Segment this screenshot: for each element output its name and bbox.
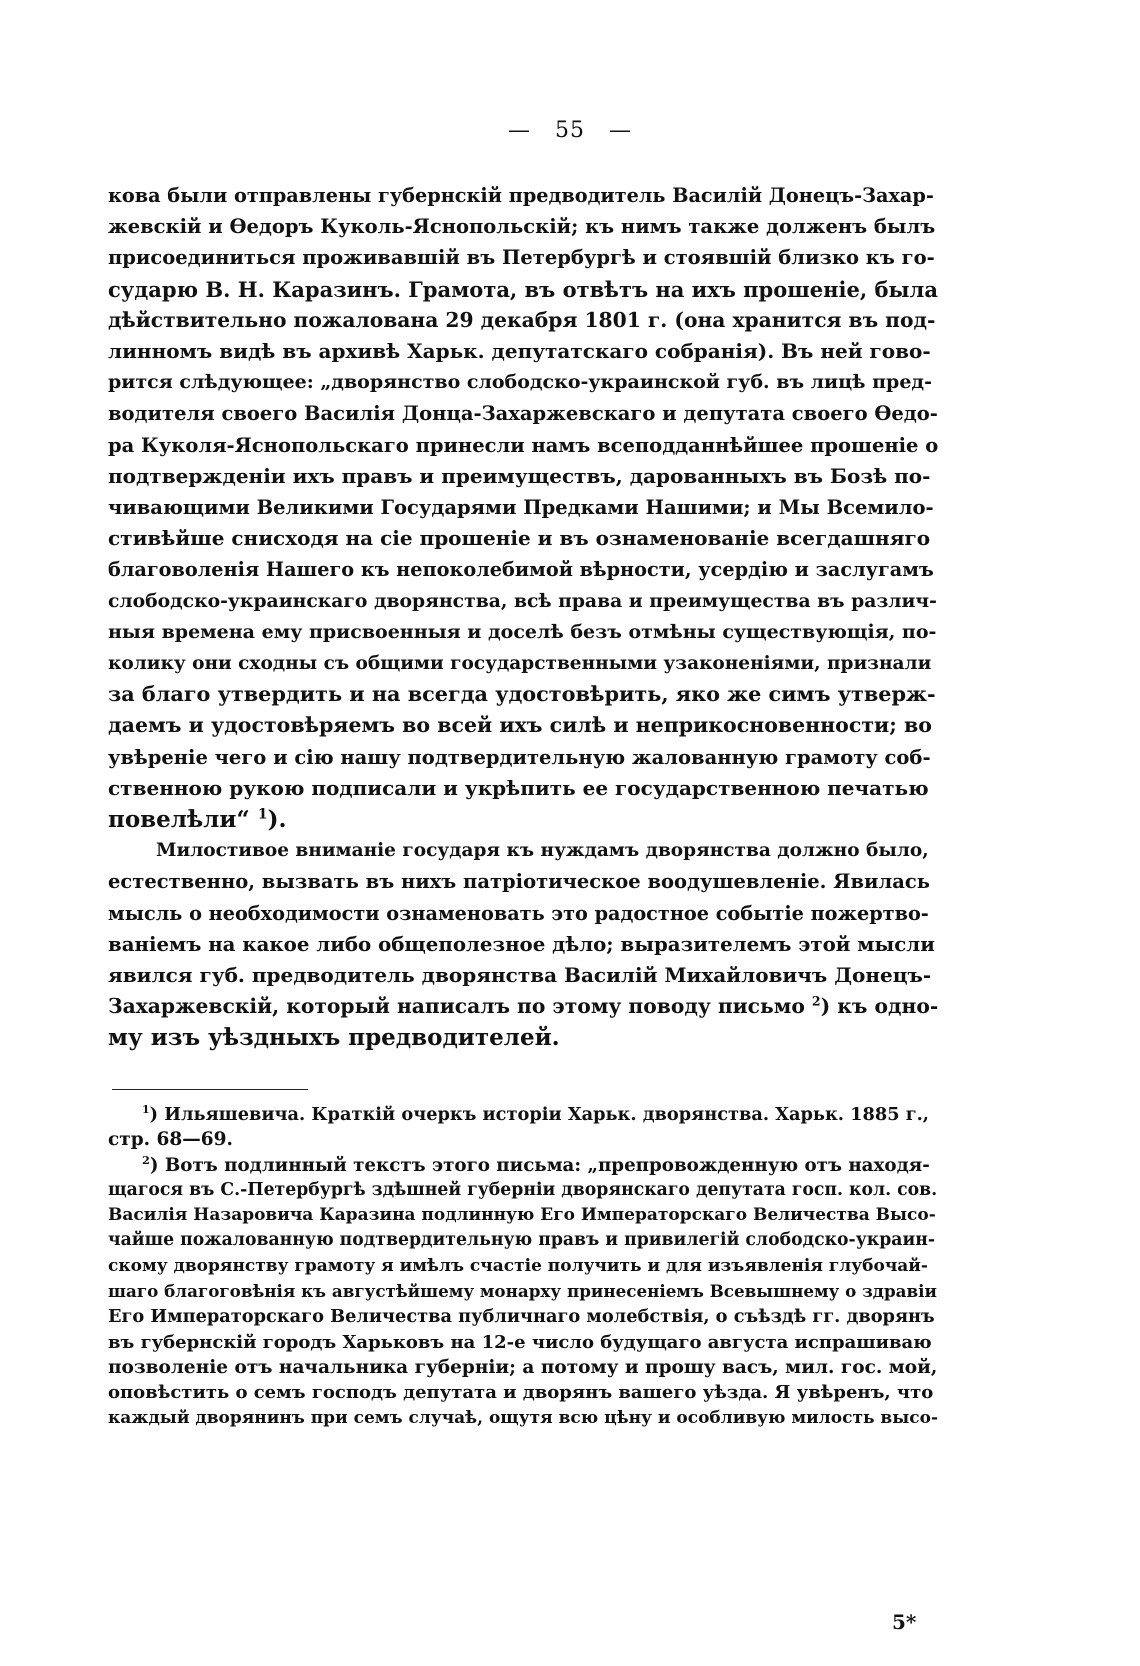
- text-line: подтвержденіи ихъ правъ и преимуществъ, дарованныхъ въ Бозѣ по-: [108, 463, 931, 488]
- text-segment: повелѣли“: [108, 806, 250, 834]
- paragraph-2: [108, 835, 938, 1053]
- text-line: чивающими Великими Государями Предками Нашими; и Мы Всемило-: [108, 496, 934, 520]
- text-segment: Захаржевскій, который написалъ по этому поводу письмо: [108, 994, 805, 1019]
- text-line: мысль о необходимости ознаменовать это радостное событіе пожертво-: [108, 901, 929, 925]
- text-line: явился губ. предводитель дворянства Василій Михайловичъ Донецъ-: [108, 963, 932, 988]
- footnote-line: скому дворянству грамоту я имѣлъ счастіе получить и для изъявленія глубочай-: [108, 1255, 928, 1276]
- footnote-mark: 2: [142, 1152, 150, 1167]
- footnote-line: чайше пожалованную подтвердительную правъ и привилегій слободско-украин-: [108, 1230, 936, 1251]
- text-line: сударю В. Н. Каразинъ. Грамота, въ отвѣтъ на ихъ прошеніе, была: [108, 276, 938, 302]
- footnote-line: Его Императорскаго Величества публичнаго молебствія, о съѣздѣ гг. дворянъ: [108, 1306, 935, 1328]
- footnote-line: стр. 68—69.: [108, 1129, 233, 1151]
- footnote-ref-1: 1: [257, 806, 268, 823]
- footnote-ref-2: 2: [811, 993, 821, 1009]
- footnote-line: каждый дворянинъ при семъ случаѣ, ощутя всю цѣну и особливую милость высо-: [108, 1407, 939, 1428]
- footnote-line: позволеніе отъ начальника губерніи; а потому и прошу васъ, мил. гос. мой,: [108, 1356, 938, 1378]
- text-line: даемъ и удостовѣряемъ во всей ихъ силѣ и неприкосновенности; во: [108, 713, 932, 738]
- footnote-1: [108, 1102, 938, 1153]
- text-line: ваніемъ на какое либо общеполезное дѣло; выразителемъ этой мысли: [108, 931, 935, 956]
- footnote-line: щагося въ С.-Петербургѣ здѣшней губерніи дворянскаго депутата госп. кол. сов.: [108, 1179, 938, 1200]
- text-line-with-ref: [108, 991, 938, 1022]
- text-line: колику они сходны съ общими государственными узаконеніями, признали: [108, 653, 932, 675]
- text-line: линномъ видѣ въ архивѣ Харьк. депутатскаго собранія). Въ ней гово-: [108, 339, 931, 364]
- text-line: му изъ уѣздныхъ предводителей.: [108, 1024, 560, 1052]
- footnote-line: оповѣстить о семъ господъ депутата и дворянъ вашего уѣзда. Я увѣренъ, что: [108, 1382, 934, 1404]
- footnote-line: [108, 1153, 938, 1178]
- text-line: рится слѣдующее: „дворянство слободско-украинской губ. въ лицѣ пред-: [108, 371, 932, 394]
- text-segment: ) къ одно-: [820, 994, 939, 1019]
- text-line: жевскій и Ѳедоръ Куколь-Яснопольскій; къ нимъ также долженъ былъ: [108, 215, 936, 239]
- footnote-line: [108, 1102, 938, 1127]
- page-number: — 55 —: [508, 118, 632, 143]
- text-line: ственною рукою подписали и укрѣпить ее государственною печатью: [108, 775, 929, 800]
- text-line: присоединиться проживавшій въ Петербургѣ и стоявшій близко къ го-: [108, 246, 935, 270]
- text-line: увѣреніе чего и сію нашу подтвердительную жалованную грамоту соб-: [108, 745, 931, 769]
- text-line: за благо утвердить и на всегда удостовѣрить, яко же симъ утверж-: [108, 682, 936, 707]
- text-line: ра Куколя-Яснопольскаго принесли намъ всеподданнѣйшее прошеніе о: [108, 433, 939, 457]
- text-line: ныя времена ему присвоенныя и доселѣ безъ отмѣны существующія, по-: [108, 620, 937, 643]
- text-segment: ).: [267, 806, 287, 834]
- footnote-2: [108, 1153, 938, 1431]
- text-line-end: [108, 804, 938, 835]
- text-line: водителя своего Василія Донца-Захаржевскаго и депутата своего Ѳедо-: [108, 402, 938, 426]
- footnote-line: въ губернскій городъ Харьковъ на 12-е число будущаго августа испрашиваю: [108, 1331, 932, 1353]
- text-line: дѣйствительно пожалована 29 декабря 1801 г. (она хранится въ под-: [108, 307, 936, 332]
- text-segment: ) Вотъ подлинный текстъ этого письма: „препровожденную отъ находя-: [149, 1154, 930, 1176]
- text-line: стивѣйше снисходя на сіе прошеніе и въ ознаменованіе всегдашняго: [108, 526, 931, 551]
- text-line: кова были отправлены губернскій предводитель Василій Донецъ-Захар-: [108, 184, 934, 207]
- footnotes: [108, 1102, 938, 1431]
- footnote-line: шаго благоговѣнія къ августѣйшему монарху принесеніемъ Всевышнему о здравіи: [108, 1281, 937, 1302]
- main-text: [108, 180, 938, 1054]
- text-segment: ) Ильяшевича. Краткій очеркъ исторіи Харьк. дворянства. Харьк. 1885 г.,: [149, 1104, 929, 1125]
- footnote-line: Василія Назаровича Каразина подлинную Его Императорскаго Величества Высо-: [108, 1205, 936, 1226]
- text-line: благоволенія Нашего къ непоколебимой вѣрности, усердію и заслугамъ: [108, 558, 934, 582]
- text-line: Милостивое вниманіе государя къ нуждамъ дворянства должно было,: [156, 840, 929, 862]
- text-line: естественно, вызвать въ нихъ патріотическое воодушевленіе. Явилась: [108, 870, 930, 894]
- text-line: слободско-украинскаго дворянства, всѣ права и преимущества въ различ-: [108, 589, 937, 612]
- signature-mark: 5*: [892, 1610, 917, 1634]
- footnote-mark: 1: [142, 1103, 150, 1117]
- footnote-divider: [112, 1089, 308, 1090]
- paragraph-1: [108, 180, 938, 835]
